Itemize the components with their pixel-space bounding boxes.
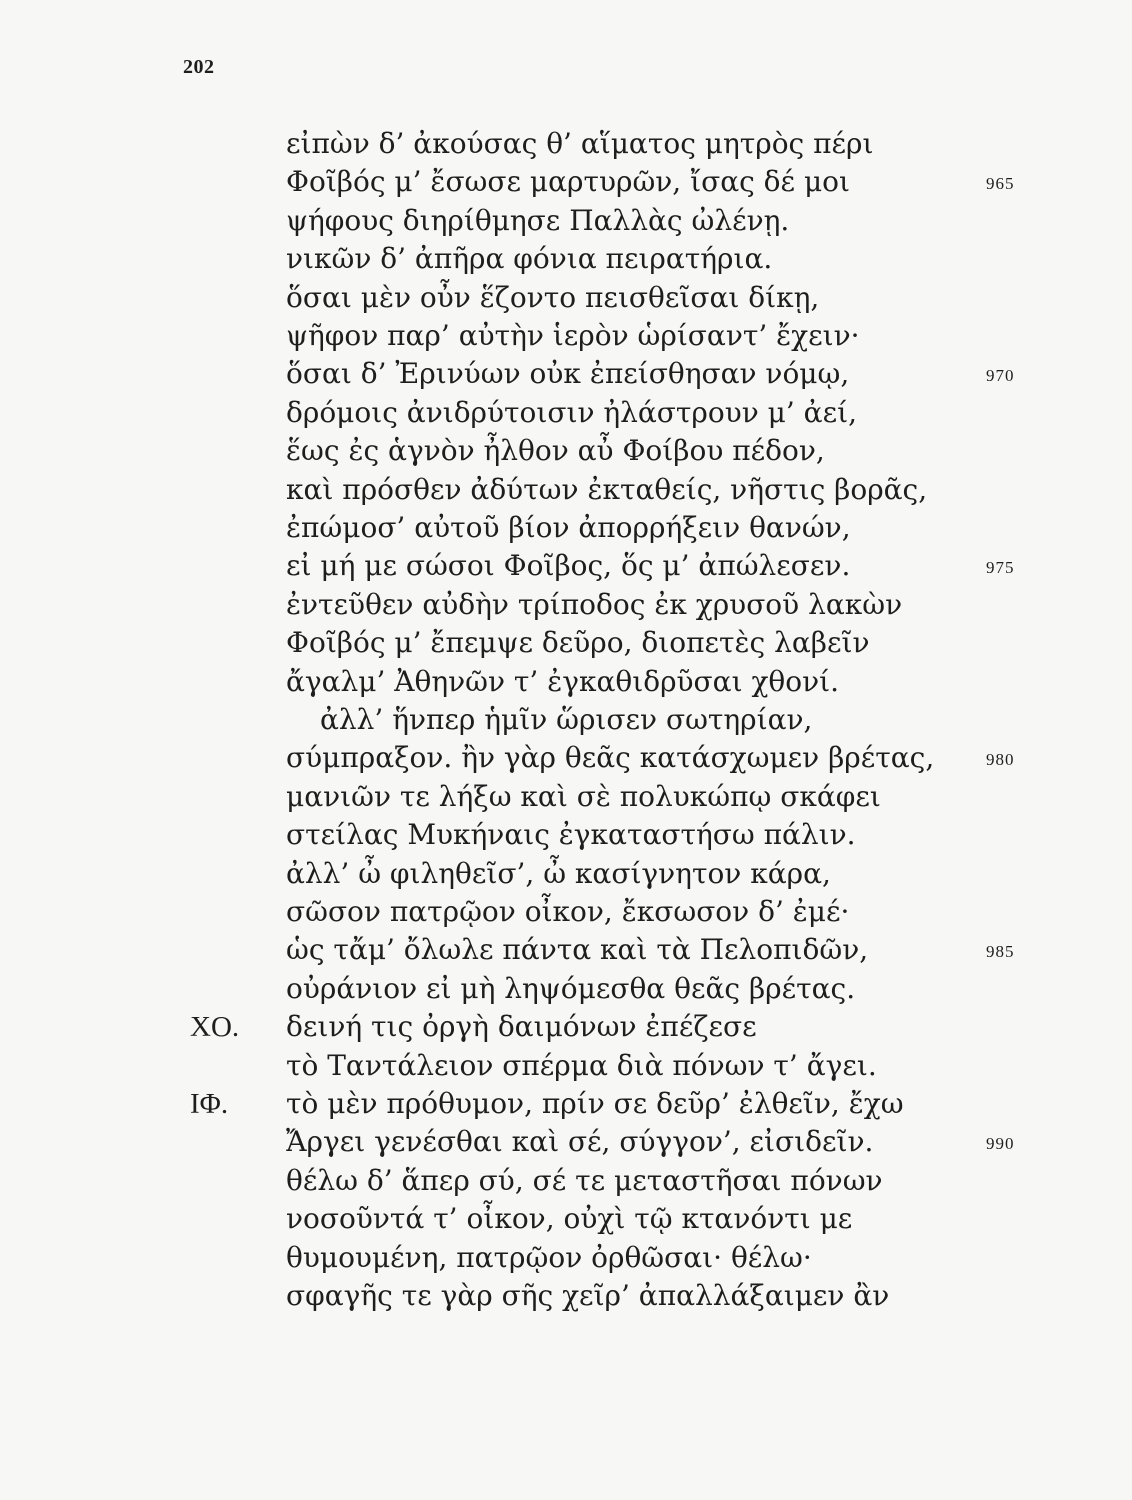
verse-line <box>286 854 831 894</box>
verse-line <box>286 1122 873 1162</box>
verse-text: οὐράνιον εἰ μὴ ληψόμεσθα θεᾶς βρέτας. <box>286 971 856 1005</box>
verse-line <box>286 354 849 394</box>
verse-line <box>286 969 855 1009</box>
verse-line <box>286 431 825 471</box>
verse-text: σῶσον πατρῷον οἶκον, ἔκσωσον δ’ ἐμέ· <box>286 895 850 928</box>
verse-text: σύμπραξον. ἢν γὰρ θεᾶς κατάσχωμεν βρέτας, <box>286 741 935 775</box>
verse-line <box>286 738 934 778</box>
verse-text: νοσοῦντά τ’ οἶκον, οὐχὶ τῷ κτανόντι με <box>286 1202 853 1236</box>
verse-line <box>286 201 789 241</box>
verse-text: θυμουμένη, πατρῷον ὀρθῶσαι· θέλω· <box>286 1240 812 1274</box>
verse-line <box>286 1007 757 1047</box>
verse-line <box>286 1199 852 1239</box>
verse-text: Ἄργει γενέσθαι καὶ σέ, σύγγον’, εἰσιδεῖν. <box>286 1125 874 1159</box>
verse-line <box>286 1084 904 1124</box>
verse-text: μανιῶν τε λήξω καὶ σὲ πολυκώπῳ σκάφει <box>286 779 881 813</box>
verse-line <box>286 777 881 817</box>
verse-line <box>286 470 927 510</box>
line-number: 990 <box>986 1134 1015 1154</box>
verse-line <box>286 239 772 279</box>
line-number: 965 <box>986 174 1015 194</box>
verse-text: στείλας Μυκήναις ἐγκαταστήσω πάλιν. <box>286 818 856 852</box>
verse-text: ἄγαλμ’ Ἀθηνῶν τ’ ἐγκαθιδρῦσαι χθονί. <box>286 664 840 698</box>
verse-line <box>286 1046 877 1086</box>
verse-line <box>286 662 839 702</box>
verse-line <box>286 546 850 586</box>
line-number: 975 <box>986 558 1015 578</box>
verse-text: ὅσαι δ’ Ἐρινύων οὐκ ἐπείσθησαν νόμῳ, <box>286 357 850 391</box>
verse-text: δεινή τις ὀργὴ δαιμόνων ἐπέζεσε <box>286 1010 757 1044</box>
verse-text: δρόμοις ἀνιδρύτοισιν ἠλάστρουν μ’ ἀεί, <box>286 395 857 429</box>
verse-text: τὸ Ταντάλειον σπέρμα διὰ πόνων τ’ ἄγει. <box>286 1048 877 1082</box>
line-number: 980 <box>986 750 1015 770</box>
page-number: 202 <box>183 56 215 78</box>
speaker-label: ΧΟ. <box>190 1011 240 1044</box>
verse-line <box>286 930 868 970</box>
line-number: 970 <box>986 366 1015 386</box>
verse-text: τὸ μὲν πρόθυμον, πρίν σε δεῦρ’ ἐλθεῖν, ἔχω <box>286 1087 904 1120</box>
verse-text: Φοῖβός μ’ ἔσωσε μαρτυρῶν, ἴσας δέ μοι <box>286 165 850 199</box>
verse-line <box>286 162 850 202</box>
verse-line <box>286 1238 812 1278</box>
verse-text: εἰ μή με σώσοι Φοῖβος, ὅς μ’ ἀπώλεσεν. <box>286 549 851 583</box>
verse-text: ψῆφον παρ’ αὐτὴν ἱερὸν ὡρίσαντ’ ἔχειν· <box>286 319 860 352</box>
verse-text: ψήφους διηρίθμησε Παλλὰς ὠλένῃ. <box>286 203 790 237</box>
verse-text: σφαγῆς τε γὰρ σῆς χεῖρ’ ἀπαλλάξαιμεν ἂν <box>286 1279 890 1312</box>
verse-text: ἀλλ’ ὦ φιληθεῖσ’, ὦ κασίγνητον κάρα, <box>286 856 831 890</box>
speaker-label: ΙΦ. <box>190 1088 229 1120</box>
verse-text: καὶ πρόσθεν ἀδύτων ἐκταθείς, νῆστις βορᾶς, <box>286 472 928 506</box>
verse-text: ἐπώμοσ’ αὐτοῦ βίον ἀπορρήξειν θανών, <box>286 511 851 544</box>
verse-text: θέλω δ’ ἅπερ σύ, σέ τε μεταστῆσαι πόνων <box>286 1163 883 1197</box>
verse-line <box>286 1276 889 1316</box>
verse-line <box>286 815 856 855</box>
verse-line <box>286 316 860 356</box>
verse-line <box>320 700 812 740</box>
verse-text: ἕως ἐς ἁγνὸν ἦλθον αὖ Φοίβου πέδον, <box>286 434 825 468</box>
verse-line <box>286 585 902 625</box>
verse-text: ἐντεῦθεν αὐδὴν τρίποδος ἐκ χρυσοῦ λακὼν <box>286 587 903 621</box>
verse-line <box>286 124 873 164</box>
verse-line <box>286 508 851 548</box>
verse-line <box>286 278 819 318</box>
verse-text: ἀλλ’ ἥνπερ ἡμῖν ὥρισεν σωτηρίαν, <box>320 703 813 736</box>
verse-text: νικῶν δ’ ἀπῆρα φόνια πειρατήρια. <box>286 242 773 276</box>
verse-line <box>286 393 857 433</box>
verse-text: Φοῖβός μ’ ἔπεμψε δεῦρο, διοπετὲς λαβεῖν <box>286 626 870 660</box>
verse-text: ὅσαι μὲν οὖν ἕζοντο πεισθεῖσαι δίκῃ, <box>286 280 820 314</box>
verse-line <box>286 623 869 663</box>
verse-line <box>286 1161 883 1201</box>
verse-line <box>286 892 849 932</box>
verse-text: ὡς τἄμ’ ὄλωλε πάντα καὶ τὰ Πελοπιδῶν, <box>286 933 869 967</box>
verse-text: εἰπὼν δ’ ἀκούσας θ’ αἵματος μητρὸς πέρι <box>286 127 874 160</box>
line-number: 985 <box>986 942 1015 962</box>
